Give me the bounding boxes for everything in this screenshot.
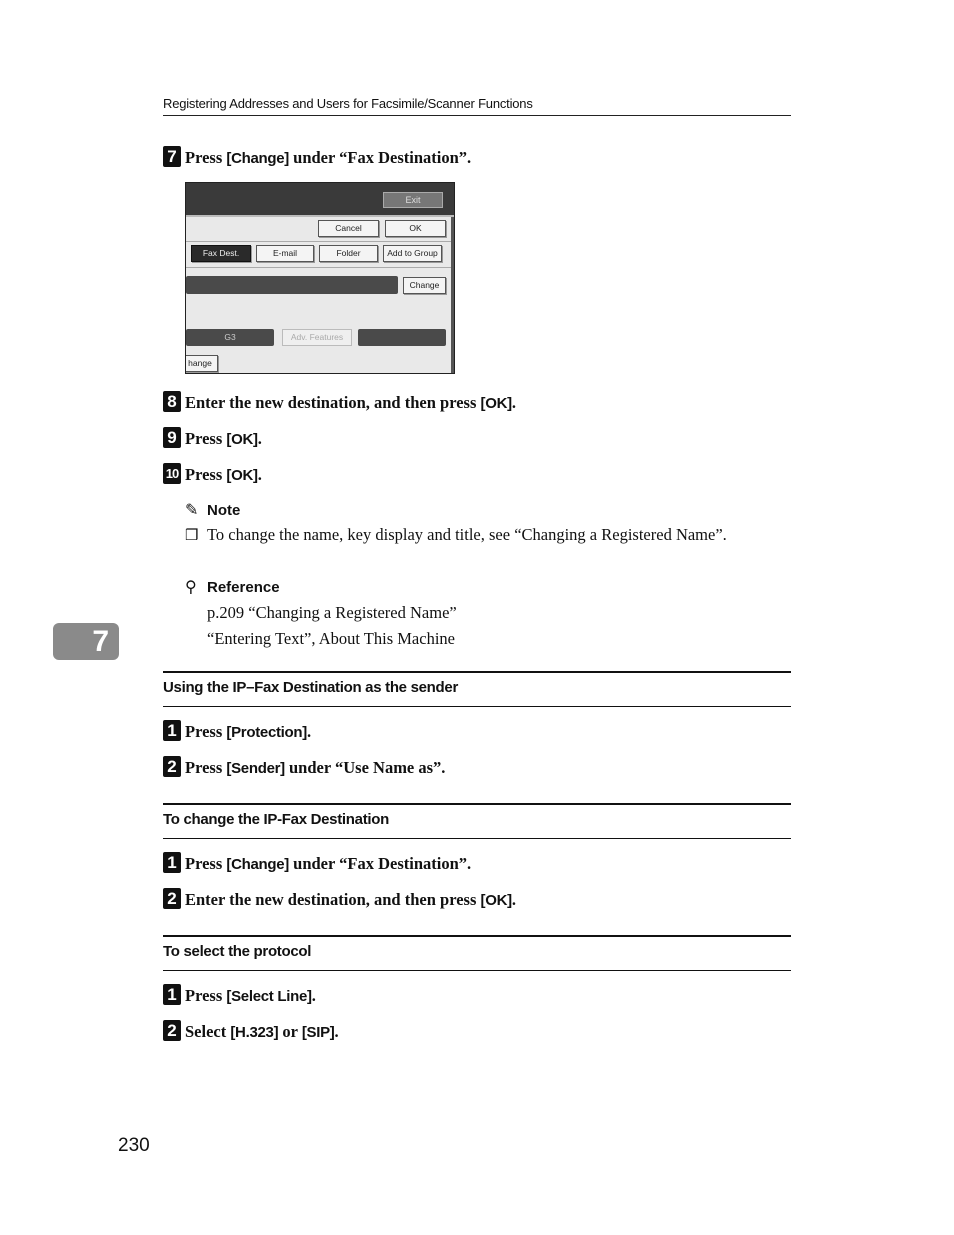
step-number: 9 [163, 427, 181, 448]
running-header: Registering Addresses and Users for Facsimile/Scanner Functions [163, 96, 791, 116]
key-label: [OK] [226, 467, 258, 484]
pencil-note-icon: ✎ [185, 502, 199, 519]
step-number: 1 [163, 720, 181, 741]
step-number: 2 [163, 1020, 181, 1041]
note-heading: ✎ Note [185, 502, 241, 519]
magnifier-reference-icon: ⚲ [185, 579, 197, 596]
step-text: Press [Change] under “Fax Destination”. [185, 854, 472, 873]
step-text: Press [OK]. [185, 465, 262, 484]
adv-features-button: Adv. Features [282, 329, 352, 346]
step-number: 8 [163, 391, 181, 412]
reference-heading: ⚲ Reference [185, 579, 280, 596]
step-text: Enter the new destination, and then press [OK]. [185, 890, 516, 909]
exit-button: Exit [383, 192, 443, 208]
tab-folder: Folder [319, 245, 378, 262]
fax-destination-field [186, 276, 398, 294]
key-label: [SIP] [301, 1024, 335, 1041]
cancel-button: Cancel [318, 220, 379, 237]
step-text: Press [Sender] under “Use Name as”. [185, 758, 446, 777]
step-number: 1 [163, 852, 181, 873]
checkbox-bullet-icon: ❒ [185, 528, 199, 544]
reference-line: “Entering Text”, About This Machine [207, 629, 455, 648]
key-label: [H.323] [230, 1024, 279, 1041]
step-text: Press [Protection]. [185, 722, 312, 741]
step-text: Enter the new destination, and then press [OK]. [185, 393, 516, 412]
step-text: Press [Select Line]. [185, 986, 316, 1005]
step-text: Press [Change] under “Fax Destination”. [185, 148, 472, 167]
step-number: 2 [163, 888, 181, 909]
key-label: [OK] [226, 431, 258, 448]
reference-line: p.209 “Changing a Registered Name” [207, 603, 457, 622]
section-heading: To change the IP-Fax Destination [163, 803, 791, 839]
step-text: Select [H.323] or [SIP]. [185, 1022, 339, 1041]
note-item [185, 525, 791, 567]
step-number: 2 [163, 756, 181, 777]
step-text: Press [OK]. [185, 429, 262, 448]
section-heading: To select the protocol [163, 935, 791, 971]
step-number: 1 [163, 984, 181, 1005]
key-label: [Protection] [226, 724, 307, 741]
chapter-tab: 7 [53, 623, 119, 660]
note-text: To change the name, key display and title, see “Changing a Registered Name”. [207, 525, 727, 544]
key-label: [Change] [226, 150, 290, 167]
ok-button: OK [385, 220, 446, 237]
key-label: [Select Line] [226, 988, 312, 1005]
tab-fax-dest: Fax Dest. [191, 245, 251, 262]
step-number: 7 [163, 146, 181, 167]
panel-screenshot [185, 182, 455, 374]
key-label: [OK] [480, 892, 512, 909]
g3-label: G3 [186, 329, 274, 346]
key-label: [Change] [226, 856, 290, 873]
key-label: [Sender] [226, 760, 285, 777]
page-number: 230 [118, 1135, 150, 1156]
section-heading: Using the IP–Fax Destination as the sender [163, 671, 791, 707]
change-button-partial: hange [185, 355, 218, 372]
tab-email: E-mail [256, 245, 314, 262]
step-number: 10 [163, 463, 181, 484]
key-label: [OK] [480, 395, 512, 412]
tab-add-to-group: Add to Group [383, 245, 442, 262]
line-bar [358, 329, 446, 346]
change-button: Change [403, 277, 446, 294]
